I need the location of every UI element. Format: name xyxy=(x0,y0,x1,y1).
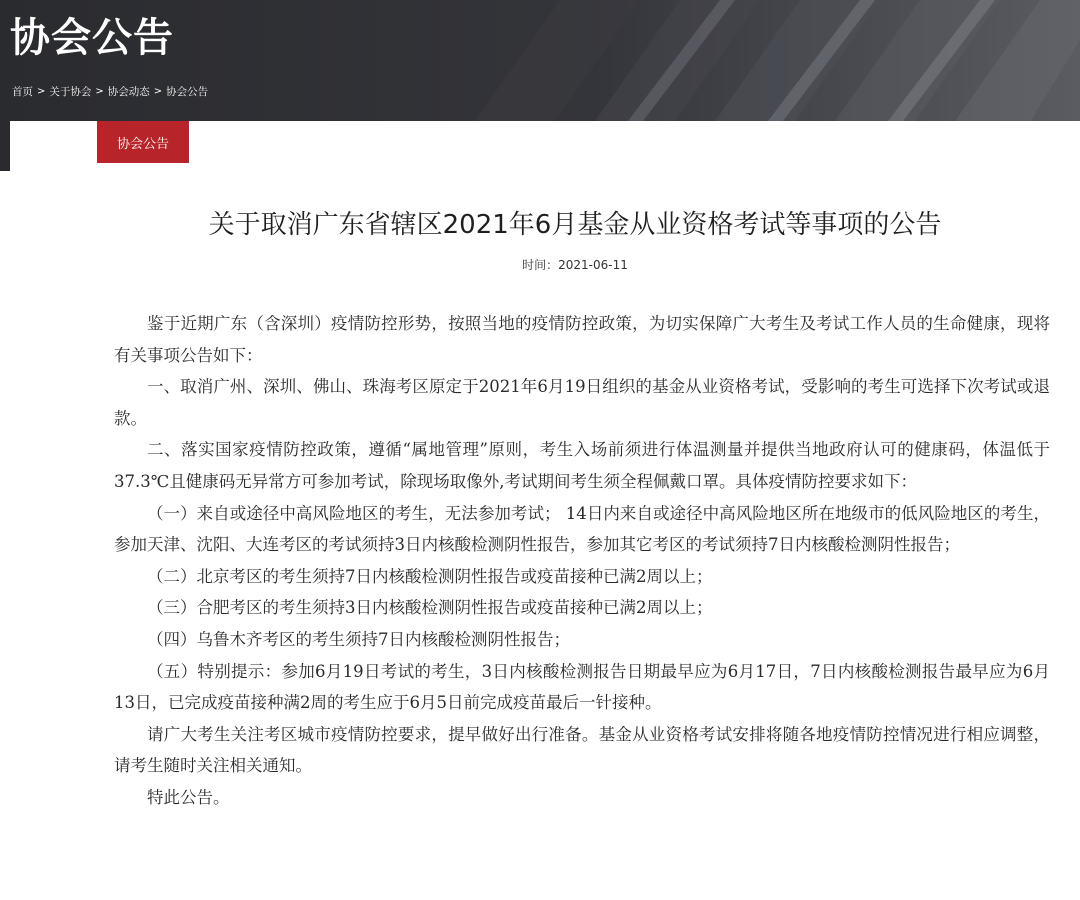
article-date xyxy=(0,256,1080,273)
breadcrumb-separator: > xyxy=(95,86,104,97)
paragraph: 二、落实国家疫情防控政策，遵循“属地管理”原则，考生入场前须进行体温测量并提供当地政府认可的健康码，体温低于37.3℃且健康码无异常方可参加考试，除现场取像外,考试期间考生须全程佩戴口罩。具体疫情防控要求如下： xyxy=(114,440,1050,491)
paragraph: （一）来自或途径中高风险地区的考生，无法参加考试； 14日内来自或途径中高风险地区所在地级市的低风险地区的考生，参加天津、沈阳、大连考区的考试须持3日内核酸检测阴性报告，参加其它考区的考试须持7日内核酸检测阴性报告； xyxy=(114,503,1050,555)
paragraph: 一、取消广州、深圳、佛山、珠海考区原定于2021年6月19日组织的基金从业资格考试，受影响的考生可选择下次考试或退款。 xyxy=(114,377,1050,428)
paragraph: 鉴于近期广东（含深圳）疫情防控形势，按照当地的疫情防控政策，为切实保障广大考生及考试工作人员的生命健康，现将有关事项公告如下： xyxy=(114,314,1050,365)
paragraph: （五）特别提示：参加6月19日考试的考生，3日内核酸检测报告日期最早应为6月17日，7日内核酸检测报告最早应为6月13日，已完成疫苗接种满2周的考生应于6月5日前完成疫苗最后一针接种。 xyxy=(114,661,1050,713)
breadcrumb-about[interactable]: 关于协会 xyxy=(49,86,92,98)
paragraph: （二）北京考区的考生须持7日内核酸检测阴性报告或疫苗接种已满2周以上； xyxy=(147,566,713,586)
breadcrumb-separator: > xyxy=(153,86,163,97)
breadcrumb-home[interactable]: 首页 xyxy=(12,86,33,98)
tab-announcements[interactable]: 协会公告 xyxy=(97,121,189,163)
banner-title: 协会公告 xyxy=(10,15,174,61)
date-label: 时间： xyxy=(522,258,559,272)
article-title: 关于取消广东省辖区2021年6月基金从业资格考试等事项的公告 xyxy=(208,210,942,240)
paragraph: 特此公告。 xyxy=(147,787,230,807)
paragraph: （三）合肥考区的考生须持3日内核酸检测阴性报告或疫苗接种已满2周以上； xyxy=(147,598,713,618)
article-body xyxy=(114,308,1050,814)
date-value: 2021-06-11 xyxy=(558,258,628,272)
breadcrumb-news[interactable]: 协会动态 xyxy=(107,86,150,98)
paragraph: 请广大考生关注考区城市疫情防控要求，提早做好出行准备。基金从业资格考试安排将随各地疫情防控情况进行相应调整，请考生随时关注相关通知。 xyxy=(114,724,1050,776)
breadcrumb-announcements[interactable]: 协会公告 xyxy=(166,86,209,98)
breadcrumb-separator: > xyxy=(37,86,46,97)
breadcrumb xyxy=(12,84,208,99)
paragraph: （四）乌鲁木齐考区的考生须持7日内核酸检测阴性报告； xyxy=(147,629,570,649)
